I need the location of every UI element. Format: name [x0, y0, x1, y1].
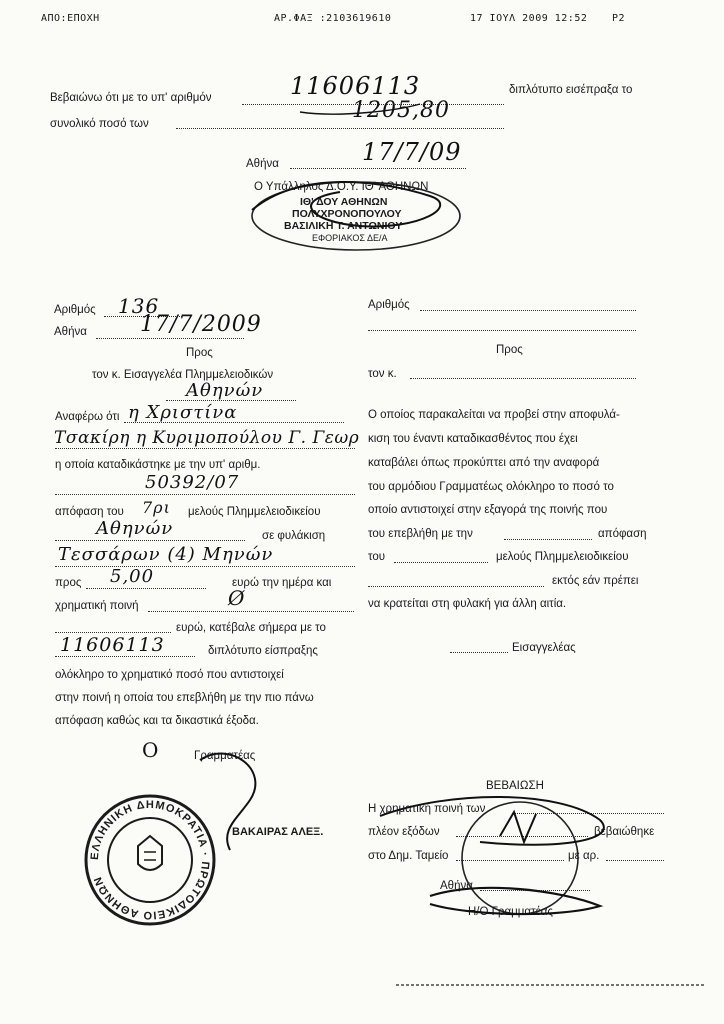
right-decision-label: απόφαση [598, 528, 647, 540]
duration-hand: Τεσσάρων (4) Μηνών [58, 544, 274, 565]
left-place-label: Αθήνα [54, 326, 87, 338]
decision-label: απόφαση του [55, 506, 124, 518]
court-seal-text: ΕΛΛΗΝΙΚΗ ΔΗΜΟΚΡΑΤΙΑ · ΠΡΩΤΟΔΙΚΕΙΟ ΑΘΗΝΩΝ [88, 798, 212, 922]
left-number-hand: 136 [118, 294, 160, 318]
tax-stamp-line-2: ΠΟΛΥΧΡΟΝΟΠΟΥΛΟΥ [292, 208, 402, 220]
cert-secretary: Η/Ο Γραμματέας [468, 906, 553, 918]
certification-signature [380, 797, 604, 914]
receipt-line1-suffix: διπλότυπο εισέπραξα το [509, 84, 633, 96]
right-number-label: Αριθμός [368, 299, 410, 311]
right-detained-line: να κρατείται στη φυλακή για άλλη αιτία. [368, 598, 567, 610]
receipt-number-scribble [300, 104, 420, 114]
name-line2-hand: Τσακίρη η Κυριμοπούλου Γ. Γεωρ [54, 428, 360, 448]
left-number-label: Αριθμός [54, 304, 96, 316]
rate-suffix: ευρώ την ημέρα και [232, 577, 332, 589]
tax-office-stamp [252, 182, 460, 250]
right-court-label: μελούς Πλημμελειοδικείου [496, 551, 629, 563]
fax-number: ΑΡ.ΦΑΞ :2103619610 [274, 13, 392, 24]
tax-stamp-line-3: ΒΑΣΙΛΙΚΗ Τ. ΑΝΤΩΝΙΟΥ [284, 220, 403, 232]
right-court-prefix: του [368, 551, 386, 563]
fine-label: χρηματική ποινή [55, 600, 139, 612]
jail-label: σε φυλάκιση [262, 530, 326, 542]
left-recipient-hand: Αθηνών [186, 380, 264, 401]
left-body-line-1: ολόκληρο το χρηματικό ποσό που αντιστοιχεί [55, 669, 284, 681]
right-body-line-3: καταβάλει όπως προκύπτει από την αναφορά [368, 457, 600, 469]
paid-text: ευρώ, κατέβαλε σήμερα με το [176, 622, 326, 634]
cert-line3-suffix: με αρ. [568, 850, 600, 862]
left-body-line-3: απόφαση καθώς και τα δικαστικά έξοδα. [55, 715, 259, 727]
officer-title: Ο Υπάλληλος Δ.Ο.Υ. ΙΘ' ΑΘΗΝΩΝ [254, 181, 429, 193]
left-receipt-hand: 11606113 [60, 634, 165, 656]
receipt-line1-prefix: Βεβαιώνω ότι με το υπ' αριθμόν [50, 92, 212, 104]
fax-sender: ΑΠΟ:ΕΠΟΧΗ [41, 13, 100, 24]
prosecutor-label: Εισαγγελέας [512, 642, 576, 654]
right-body-line-1: Ο οποίος παρακαλείται να προβεί στην αποφυλά- [368, 409, 620, 421]
cert-line3-prefix: στο Δημ. Ταμείο [368, 850, 449, 862]
cert-title: ΒΕΒΑΙΩΣΗ [486, 780, 544, 792]
fax-page: P2 [612, 13, 626, 24]
receipt-number-hand: 11606113 [290, 72, 421, 100]
left-date-hand: 17/7/2009 [140, 312, 262, 337]
report-label: Αναφέρω ότι [55, 411, 120, 423]
receipt-line2-prefix: συνολικό ποσό των [50, 118, 149, 130]
tax-stamp-line-1: ΙΘ' ΔΟΥ ΑΘΗΝΩΝ [300, 196, 388, 208]
decision-hand: 50392/07 [145, 472, 240, 493]
secretary-label: Γραμματέας [194, 750, 256, 762]
receipt-place-label: Αθήνα [246, 158, 279, 170]
tax-stamp-line-4: ΕΦΟΡΙΑΚΟΣ ΔΕ/Α [312, 233, 388, 243]
receipt-date-hand: 17/7/09 [362, 138, 462, 166]
secretary-mark: Ο [142, 738, 160, 762]
left-recipient: τον κ. Εισαγγελέα Πλημμελειοδικών [92, 369, 274, 381]
court-city-hand: Αθηνών [96, 518, 174, 539]
right-body-line-6: του επεβλήθη με την [368, 528, 473, 540]
cert-line2-prefix: πλέον εξόδων [368, 826, 440, 838]
court-hand: 7ρι [142, 498, 171, 517]
right-body-line-2: κιση του έναντι καταδικασθέντος που έχει [368, 433, 578, 445]
fine-hand: Ø [228, 586, 246, 610]
right-recipient-label: τον κ. [368, 368, 397, 380]
rate-hand: 5,00 [110, 566, 155, 587]
court-label: μελούς Πλημμελειοδικείου [188, 506, 321, 518]
condemned-text: η οποία καταδικάστηκε με την υπ' αριθμ. [55, 459, 261, 471]
fax-datetime: 17 ΙΟΥΛ 2009 12:52 [470, 13, 588, 24]
right-to-label: Προς [496, 344, 523, 356]
court-seal [86, 796, 214, 924]
right-body-line-4: του αρμόδιου Γραμματέως ολόκληρο το ποσό το [368, 481, 614, 493]
cert-line2-suffix: βεβαιώθηκε [594, 826, 655, 838]
cert-line-1: Η χρηματική ποινή των [368, 803, 486, 815]
right-unless-label: εκτός εάν πρέπει [552, 575, 639, 587]
rate-prefix: προς [55, 577, 82, 589]
left-body-line-2: στην ποινή η οποία του επεβλήθη με την πιο πάνω [55, 692, 314, 704]
name-line1-hand: η Χριστίνα [128, 402, 238, 423]
cert-place: Αθήνα [440, 880, 473, 892]
signatory-name: ΒΑΚΑΙΡΑΣ ΑΛΕΞ. [232, 826, 324, 838]
left-to-label: Προς [186, 347, 213, 359]
amount-hand: 1205,80 [352, 98, 450, 123]
right-body-line-5: οποίο αντιστοιχεί στην εξαγορά της ποινής που [368, 504, 608, 516]
left-receipt-text: διπλότυπο είσπραξης [208, 645, 318, 657]
